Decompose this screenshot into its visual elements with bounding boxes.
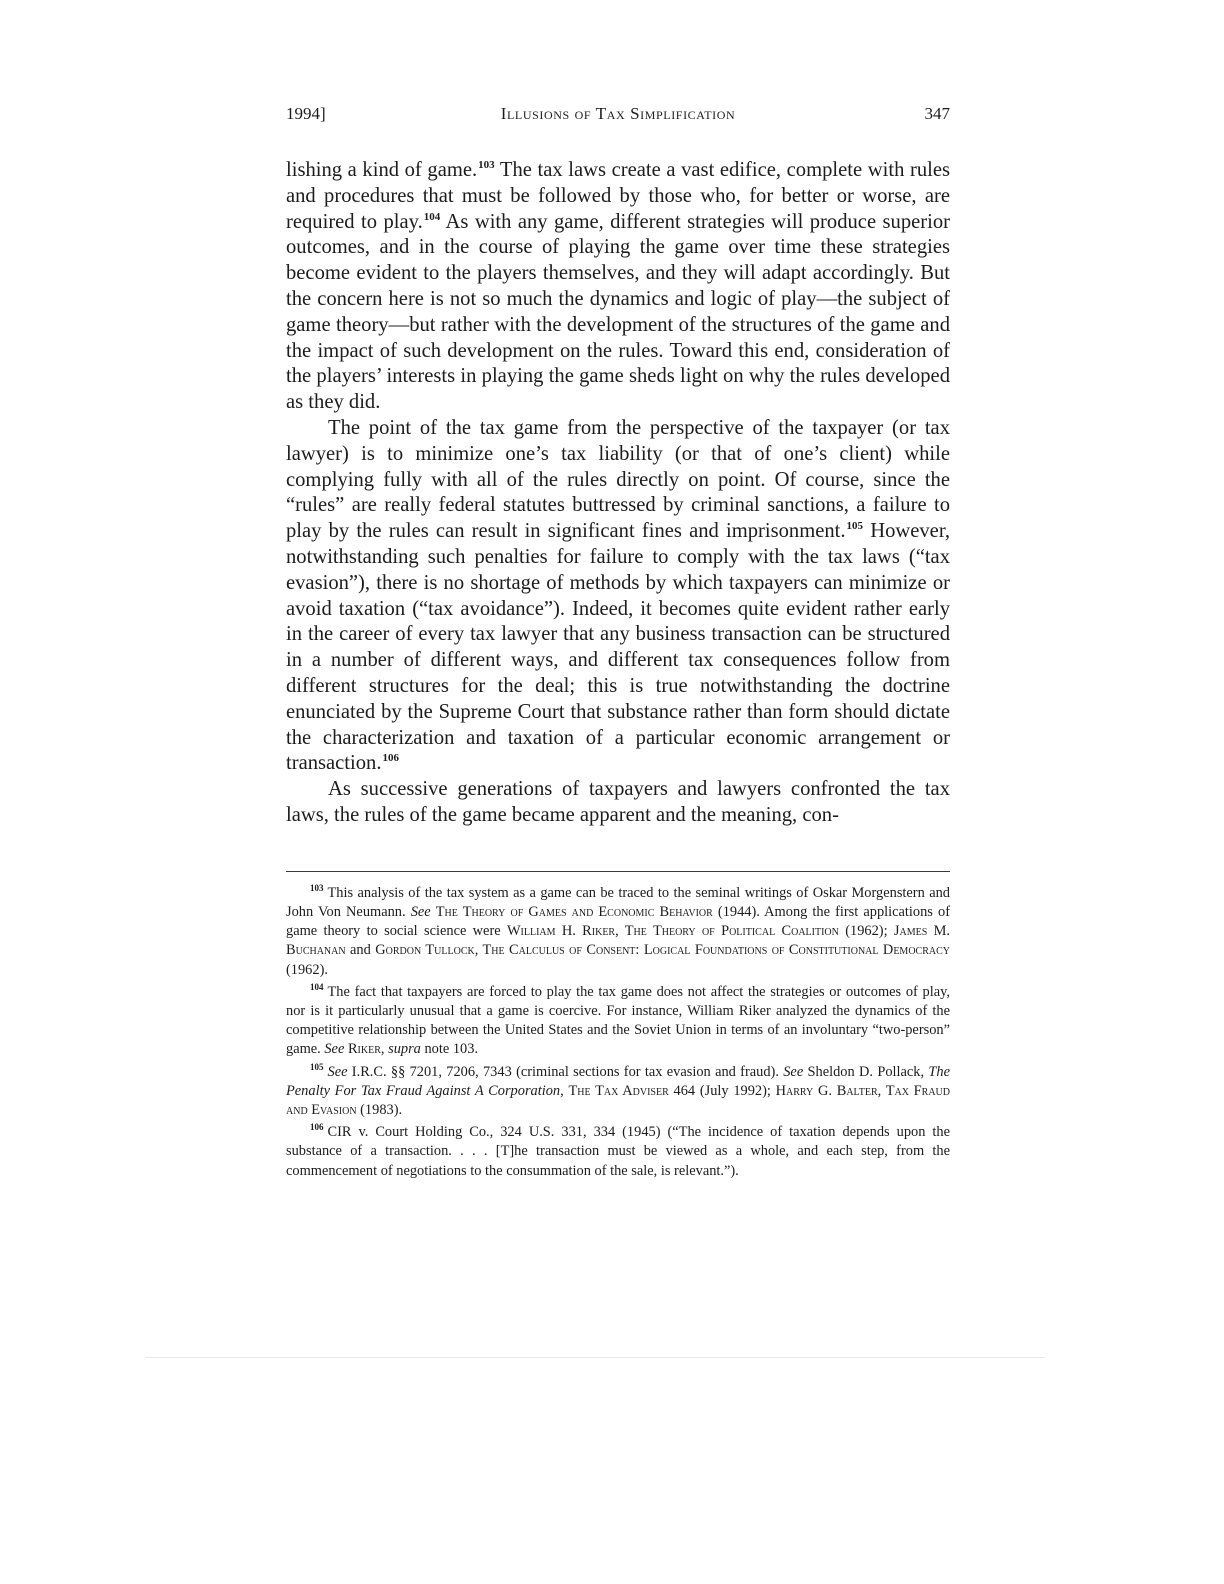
footnote-ref[interactable]: 106: [382, 752, 399, 765]
body-text: [286, 158, 950, 829]
footnote-ref[interactable]: 103: [478, 159, 495, 171]
footnote-number: 103: [310, 882, 324, 893]
footnotes: [286, 884, 950, 1181]
footnote-106: $^{106}$ CIR v. Court Holding Co., 324 U.S. 331, 334 (1945) (“The incidence of taxation depends upon the substance of a transaction. . . . [T]he transaction must be viewed as a whole, and each step, from the commencement of negotiations to the consummation of the sale, is relevant.”).: [286, 1122, 950, 1179]
footnote-number: 105: [310, 1061, 324, 1072]
paragraph: As successive generations of taxpayers and lawyers confronted the tax laws, the rules of the game became apparent and the meaning, con-: [286, 778, 950, 826]
running-title: Illusions of Tax Simplification: [500, 104, 736, 123]
paragraph: lishing a kind of game.$^{103}$ The tax laws create a vast edifice, complete with rules and procedures that must be followed by those who, for better or worse, are required to play.$^{104}$ As with any game, different strategies will produce superior outcomes, and in the course of playing the game over time these strategies become evident to the players themselves, and they will adapt accordingly. But the concern here is not so much the dynamics and logic of play—the subject of game theory—but rather with the development of the structures of the game and the impact of such development on the rules. Toward this end, consideration of the players’ interests in playing the game sheds light on why the rules developed as they did.: [286, 159, 951, 414]
scan-artifact-line: [145, 1357, 1045, 1358]
footnote-104: $^{104}$ The fact that taxpayers are forced to play the tax game does not affect the strategies or outcomes of play, nor is it particularly unusual that a game is coercive. For instance, William Riker analyzed the dynamics of the competitive relationship between the United States and the Soviet Union in terms of an involuntary “two-person” game. See Riker, supra note 103.: [286, 981, 950, 1058]
paragraph: The point of the tax game from the perspective of the taxpayer (or tax lawyer) is to minimize one’s tax liability (or that of one’s client) while complying fully with all of the rules directly on point. Of course, since the “rules” are really federal statutes buttressed by criminal sanctions, a failure to play by the rules can result in significant fines and imprisonment.$^{105}$ However, notwithstanding such penalties for failure to comply with the tax laws (“tax evasion”), there is no shortage of methods by which taxpayers can minimize or avoid taxation (“tax avoidance”). Indeed, it becomes quite evident rather early in the career of every tax lawyer that any business transaction can be structured in a number of different ways, and different tax consequences follow from different structures for the deal; this is true notwithstanding the doctrine enunciated by the Supreme Court that substance rather than form should dictate the characterization and taxation of a particular economic arrangement or transaction.$^{106}$: [286, 416, 951, 775]
footnote-ref[interactable]: 105: [846, 520, 864, 533]
footnote-number: 104: [310, 981, 324, 992]
running-head: [286, 104, 950, 134]
footnote-number: 106: [310, 1122, 324, 1133]
volume-year: 1994]: [286, 104, 326, 123]
page-number: 347: [924, 104, 950, 123]
footnote-105: $^{105}$ See I.R.C. §§ 7201, 7206, 7343 (criminal sections for tax evasion and fraud). See Sheldon D. Pollack, The Penalty For Tax Fraud Against A Corporation, The Tax Adviser 464 (July 1992); Harry G. Balter, Tax Fraud and Evasion (1983).: [286, 1061, 950, 1118]
footnote-103: $^{103}$ This analysis of the tax system as a game can be traced to the seminal writings of Oskar Morgenstern and John Von Neumann. See The Theory of Games and Economic Behavior (1944). Among the first applications of game theory to social science were William H. Riker, The Theory of Political Coalition (1962); James M. Buchanan and Gordon Tullock, The Calculus of Consent: Logical Foundations of Constitutional Democracy (1962).: [286, 882, 951, 978]
footnote-ref[interactable]: 104: [423, 210, 441, 223]
page: [286, 104, 950, 1184]
footnote-divider: [286, 871, 950, 872]
